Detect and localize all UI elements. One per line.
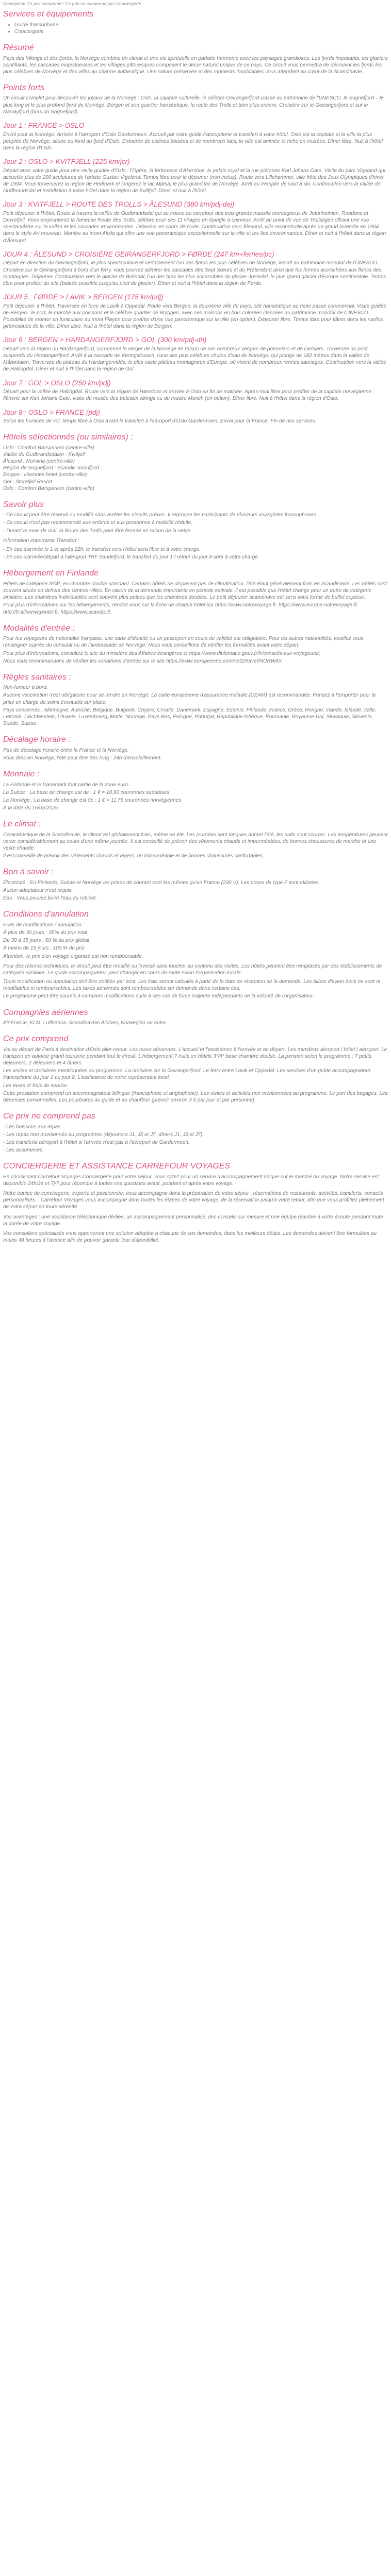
page-content <box>0 0 391 1244</box>
service-item: • Conciergerie <box>14 28 388 35</box>
cancellation-line: Attention, le prix d'un voyage organisé est non remboursable. <box>3 953 143 959</box>
price-excludes-line: - Les assurances. <box>3 1147 44 1154</box>
timezone-text: Pas de décalage horaire entre la France et la Norvège. <box>3 747 129 753</box>
cancellation-text-2: Toute modification ou annulation doit être notifiée par écrit. Les frais seront calculés à partir de la date de réception de la demande. Les billets d'avion émis ne sont ni modifiables ni remboursables. Les taxes aériennes sont remboursables sur demande dans certains cas. <box>3 979 380 992</box>
price-includes-text-3: Les taxes et frais de service. <box>3 1082 69 1089</box>
entry-conditions-text-2: Pour plus d'informations, consultez le site du ministère des Affaires étrangères et https://www.diplomatie.gouv.fr/fr/conseils-aux-voyageurs/. <box>3 650 320 656</box>
climate-title: Le climat : <box>3 820 41 829</box>
hotel-line: Gol : Storefjell Resort <box>3 479 53 485</box>
currency-line: La Norvège : La base de change est de : 1 € = 11,76 couronnes norvégiennes <box>3 797 182 803</box>
cancellation-title: Conditions d'annulation <box>3 910 89 919</box>
info-title: Information importante Transfert : <box>3 537 79 544</box>
timezone-title: Décalage horaire : <box>3 735 71 744</box>
day-4-text: Départ en direction du Geirangerfjord, le plus spectaculaire et certainement l'un des fjords les plus célèbres de Norvège, inscrit au patrimoine mondial de l'UNESCO. Croisière sur le Geirangerfjord à bord d'un ferry, vous pourrez admirer les cascades des Sept Sœurs et du Prétendant ainsi que les fermes accrochées aux flancs des montagnes. Déjeuner. Continuation vers le glacier de Briksdal, l'un des bras les plus accessibles du glacier Jostedal, le plus grand glacier d'Europe continentale. Temps libre pour profiter du site (balade possible jusqu'au pied du glacier). Dîner et nuit à l'hôtel dans la région de Førde. <box>3 260 386 286</box>
health-rules-text-3: Pays concernés : Allemagne, Autriche, Belgique, Bulgarie, Chypre, Croatie, Danemark, Espagne, Estonie, Finlande, France, Grèce, Hongrie, Irlande, Islande, Italie, Lettonie, Liechtenstein, Lituanie, Luxembourg, Malte, Norvège, Pays-Bas, Pologne, Portugal, République tchèque, Roumanie, Royaume-Uni, Slovaquie, Slovénie, Suède, Suisse. <box>3 707 377 727</box>
day-3-text: Petit déjeuner à l'hôtel. Route à travers la vallée de Gudbrandsdal qui se trouve au carrefour des trois grands massifs montagneux de Jotunheimen, Rondane et Dovrefjell. Vous emprunterez la fameuse Route des Trolls, célèbre pour ses 11 virages en épingle à cheveux. Arrêt au point de vue de Trollstigen offrant une vue spectaculaire sur la vallée et les cascades environnantes. Déjeuner en cours de route. Continuation vers Ålesund, ville reconstruite après un grand incendie en 1904 dans le style Art nouveau. Montée au mont Aksla qui offre une vue panoramique exceptionnelle sur la ville et les îles environnantes. Dîner et nuit à l'hôtel dans la région d'Ålesund. <box>3 210 386 244</box>
cancellation-line: Frais de modifications / annulation : <box>3 922 85 928</box>
day-2-title: Jour 2 : OSLO > KVITFJELL (225 km/jcr) <box>3 158 130 166</box>
lodging-text: Hôtels de catégorie 3*/4*, en chambre double standard. Certains hôtels ne disposent pas de climatisation, l'été étant généralement frais en Scandinavie. Les hôtels sont souvent situés en dehors des centres-villes. En raison de la demande importante en période estivale, il est possible que l'hôtel change pour un autre de catégorie similaire. Les chambres individuelles sont souvent plus petites que les chambres doubles. Le petit déjeuner scandinave est servi sous forme de buffet copieux. <box>3 581 387 601</box>
health-rules-text-2: Aucune vaccination n'est obligatoire pour se rendre en Norvège. La carte européenne d'assurance maladie (CEAM) est recommandée. Pensez à l'emporter pour la prise en charge de soins éventuels sur place. <box>3 692 376 705</box>
cancellation-text: Pour des raisons techniques, le circuit peut être modifié ou inversé sans toucher au contenu des visites. Les hôtels peuvent être remplacés par des établissements de catégorie similaire. Le guide accompagnateur peut changer en cours de route selon l'organisation locale. <box>3 963 382 976</box>
currency-line: À la date du 16/05/2025 <box>3 805 58 811</box>
price-excludes-line: - Les transferts aéroport à l'hôtel si l'arrivée n'est pas à l'aéroport de Gardermoen. <box>3 1139 190 1145</box>
price-excludes-title: Ce prix ne comprend pas <box>3 1112 95 1121</box>
highlights-text: Un circuit complet pour découvrir les joyaux de la Norvège : Oslo, la capitale culturelle, le célèbre Geirangerfjord classé au patrimoine de l'UNESCO, le Sognefjord – le plus long et le plus profond fjord de Norvège, Bergen et son quartier hanséatique, la route des Trolls et bien plus encore. Croisière sur le Geirangerfjord et sur le Nærøyfjord (bras du Sognefjord). <box>3 95 384 115</box>
service-item: • Guide francophone <box>14 22 388 28</box>
services-list <box>3 22 388 35</box>
day-8-title: Jour 8 : OSLO > FRANCE (pdj) <box>3 408 100 416</box>
airlines-text: Air France, KLM, Lufthansa, Scandinavian Airlines, Norwegian ou autre. <box>3 1020 168 1026</box>
good-to-know-text-2: Aucun adaptateur n'est requis. <box>3 888 73 894</box>
know-line: - Ce circuit n'est pas recommandé aux enfants et aux personnes à mobilité réduite. <box>3 520 193 526</box>
summary-title: Résumé <box>3 43 34 53</box>
cancellation-line: À plus de 30 jours : 35% du prix total <box>3 929 87 936</box>
hotel-line: Oslo : Comfort Børsparken (centre-ville) <box>3 445 94 451</box>
lodging-title: Hébergement en Finlande <box>3 569 99 578</box>
day-5-text: Petit déjeuner à l'hôtel. Traversée en ferry de Lavik à Oppedal. Route vers Bergen, la deuxième ville du pays, cité hanséatique au riche passé commercial. Visite guidée de Bergen : le port, le marché aux poissons et le célèbre quartier de Bryggen, avec ses maisons en bois colorées classées au patrimoine mondial de l'UNESCO. Possibilité de monter en funiculaire au mont Fløyen pour profiter d'une vue panoramique sur la ville (en option). Déjeuner libre. Temps libre pour flâner dans les ruelles pittoresques de la ville. Dîner libre. Nuit à l'hôtel dans la région de Bergen. <box>3 303 387 330</box>
day-8-text: Selon les horaires de vol, temps libre à Oslo avant le transfert à l'aéroport d'Oslo Gardermoen. Envol pour la France. Fin de nos services. <box>3 418 317 425</box>
hotel-line: Ålesund : Norrøna (centre-ville) <box>3 458 75 464</box>
day-2-text: Départ avec votre guide pour une visite guidée d'Oslo : l'Opéra, la forteresse d'Akershus, le palais royal et la rue piétonne Karl Johans Gate. Visite du parc Vigeland qui accueille plus de 200 sculptures de l'artiste Gustav Vigeland. Temps libre pour le déjeuner (non inclus). Route vers Lillehammer, ville hôte des Jeux Olympiques d'hiver de 1994. Vous traverserez la région de Hedmark et longerez le lac Mjøsa, le plus grand lac de Norvège. Arrêt au tremplin de saut à ski. Continuation vers la vallée de Gudbrandsdal et installation à votre hôtel dans la région de Kvitfjell. Dîner et nuit à l'hôtel. <box>3 167 385 194</box>
day-6-text: Départ vers la région du Hardangerfjord, surnommé le verger de la Norvège en raison de ses nombreux vergers de pommiers et de cerisiers. Traversée du pont suspendu du Hardangerfjord. Arrêt à la cascade de Vøringsfossen, l'une des plus célèbres chutes d'eau de Norvège, qui plonge de 182 mètres dans la vallée de Måbødalen. Traversée du plateau du Hardangervidda, le plus vaste plateau montagneux d'Europe, où vivent de nombreux rennes sauvages. Continuation vers la vallée de Hallingdal. Dîner et nuit à l'hôtel dans la région de Gol. <box>3 346 386 372</box>
cancellation-text-3: Le programme peut être soumis à certaines modifications suite à des cas de force majeure indépendants de la volonté de l'organisateur. <box>3 993 314 999</box>
health-rules-title: Règles sanitaires : <box>3 672 71 682</box>
concierge-text: En choisissant Carrefour Voyages Conciergerie pour votre séjour, vous optez pour un service d'accompagnement unique sur le marché du voyage. Notre service est disponible 24h/24 et 7j/7 pour répondre à toutes vos questions avant, pendant et après votre voyage. <box>3 1174 379 1187</box>
currency-line: La Finlande et le Danemark font partie de la zone euro. <box>3 782 129 788</box>
entry-conditions-text: Pour les voyageurs de nationalité française, une carte d'identité ou un passeport en cours de validité est obligatoire. Pour les autres nationalités, veuillez vous renseigner auprès du consulat ou de l'ambassade de Norvège. Nous vous conseillons de vérifier les formalités avant votre départ. <box>3 636 364 649</box>
concierge-text-3: Vos avantages : une assistance téléphonique dédiée, un accompagnement personnalisé, des conseils sur mesure et une équipe réactive à votre écoute pendant toute la durée de votre voyage. <box>3 1214 383 1227</box>
page-description: Description Ce prix comprend / Ce prix ne comprend pas Conciergerie <box>3 1 141 6</box>
currency-line: La Suède : La base de change est de : 1 € = 10,90 couronnes suédoises <box>3 789 170 795</box>
services-title: Services et équipements <box>3 10 94 19</box>
concierge-text-4: Vos conseillers spécialisés vous apporteront une solution adaptée à chacune de vos demandes, dans les meilleurs délais. Les demandes doivent être formulées au moins 48 heures à l'avance afin de pouvoir garantir leur disponibilité. <box>3 1230 377 1244</box>
day-7-text: Départ pour la vallée de Hallingdal. Route vers la région de Hønefoss et arrivée à Oslo en fin de matinée. Après-midi libre pour profiter de la capitale norvégienne : flânerie sur Karl Johans Gate, visite du musée des bateaux vikings ou du musée Munch (en option). Dîner libre. Nuit à l'hôtel dans la région d'Oslo. <box>3 389 374 402</box>
info-line: - En cas d'arrivée/départ à l'aéroport TRF Sandefjord, le transfert du jour 1 / retour du jour 8 sera à votre charge. <box>3 554 259 561</box>
hotel-line: Oslo : Comfort Børsparken (centre-ville) <box>3 485 94 492</box>
price-includes-text-4: Cette prestation comprend un accompagnateur bilingue (francophone et anglophone). Les visites et activités non mentionnées au programme. Le port des bagages. Les dépenses personnelles. Les pourboires au guide et au chauffeur (prévoir environ 3 € par jour et par personne). <box>3 1090 388 1103</box>
health-rules-text: Non-fumeur à bord. <box>3 685 48 691</box>
know-title: Savoir plus <box>3 500 44 509</box>
hotels-title: Hôtels sélectionnés (ou similaires) : <box>3 433 133 442</box>
price-includes-text-2: Les visites et croisières mentionnées au programme. La croisière sur le Geirangerfjord. Le ferry entre Lavik et Oppedal. Les services d'un guide accompagnateur francophone du jour 1 au jour 8. L'assistance de notre représentant local. <box>3 1068 371 1081</box>
climate-text-2: Il est conseillé de prévoir des vêtements chauds et légers, un imperméable et de bonnes chaussures confortables. <box>3 853 264 859</box>
concierge-text-2: Notre équipe de conciergerie, experte et passionnée, vous accompagne dans la préparation de votre séjour : réservations de restaurants, activités, transferts, conseils personnalisés... Carrefour Voyages vous accompagne dans toutes les étapes de votre voyage, de la réservation jusqu'à votre retour, afin que vous profitiez pleinement de votre séjour en toute sérénité. <box>3 1191 384 1210</box>
summary-text: Pays des Vikings et des fjords, la Norvège combine un climat et une vie spirituelle en parfaite harmonie avec les paysages grandioses. Les fjords imposants, les glaciers scintillants, les cascades majestueuses et les villages pittoresques composent le décor naturel unique de ce pays. Ce circuit vous permettra de découvrir les fjords les plus célèbres de Norvège et des villes au charme authentique. Une nature préservée et des moments inoubliables vous attendent au cœur de la Scandinavie. <box>3 55 388 75</box>
day-7-title: Jour 7 : GOL > OSLO (250 km/pdj) <box>3 379 111 387</box>
hotel-line: Région de Sognefjord : Scandic Sunnfjord <box>3 465 100 471</box>
entry-conditions-title: Modalités d'entrée : <box>3 623 75 633</box>
info-line: - En cas d'arrivée le 1 er après 22h, le transfert vers l'hôtel sera libre et à votre charge. <box>3 547 201 553</box>
day-5-title: JOUR 5 : FØRDE > LAVIK > BERGEN (175 km/pdj) <box>3 293 164 301</box>
cancellation-line: De 30 à 15 jours : 60 % du prix global <box>3 938 89 944</box>
price-includes-text: Vol au départ de Paris à destination d'Oslo aller-retour. Les taxes aériennes. L'accueil et l'assistance à l'arrivée et au départ. Les transferts aéroport / hôtel / aéroport. Le transport en autocar grand tourisme pendant tout le circuit. L'hébergement 7 nuits en hôtels 3*/4* base chambre double. La pension selon le programme : 7 petits déjeuners, 2 déjeuners et 4 dîners. <box>3 1046 387 1066</box>
day-4-title: JOUR 4 : ÅLESUND > CROISIÈRE GEIRANGERFJORD > FØRDE (247 km+ferries/pc) <box>3 250 274 258</box>
know-line: - Durant le mois de mai, la Route des Trolls peut être fermée en raison de la neige. <box>3 528 192 534</box>
highlights-title: Points forts <box>3 83 45 93</box>
price-excludes-line: - Les repas non mentionnés au programme (déjeuners J1, J5 et J7, dîners J1, J5 et J7). <box>3 1131 204 1138</box>
lodging-text-2: Pour plus d'informations sur les hébergements, rendez-vous sur la fiche de chaque hôtel sur https://www.notrevoyage.fr. https://www.europe-notrevoyage.fr. http://fr.allnorwayhotel.fr. https://www.scandic.fr. <box>3 602 359 615</box>
day-1-text: Envol pour la Norvège. Arrivée à l'aéroport d'Oslo Gardermoen. Accueil par votre guide francophone et transfert à votre hôtel. Oslo est la capitale et la ville la plus peuplée de Norvège, située au fond du fjord d'Oslo. Entourée de collines boisées et de nombreux lacs, la ville est animée et riche en musées. Dîner libre. Nuit à l'hôtel dans la région d'Oslo. <box>3 131 383 151</box>
airlines-title: Compagnies aériennes <box>3 1008 88 1017</box>
concierge-title: CONCIERGERIE ET ASSISTANCE CARREFOUR VOYAGES <box>3 1162 231 1171</box>
hotel-line: Vallée du Gudbrandsdalen : Kvitfjell <box>3 451 85 457</box>
good-to-know-text-3: Eau : Vous pouvez boire l'eau du robinet. <box>3 895 97 902</box>
price-includes-title: Ce prix comprend <box>3 1035 69 1044</box>
day-3-title: Jour 3 : KVITFJELL > ROUTE DES TROLLS > ÅLESUND (380 km/pdj-dej) <box>3 200 235 209</box>
good-to-know-text: Électricité : En Finlande, Suède et Norvège les prises de courant sont les mêmes qu'en France (230 V). Les prises de type F sont utilisées. <box>3 879 320 886</box>
entry-conditions-text-3: Nous vous recommandons de vérifier les conditions d'entrée sur le site https://www.europeenne.com/vet2/travel/NORWAY. <box>3 658 283 664</box>
climate-text: Caractéristique de la Scandinavie, le climat est globalement frais, même en été. Les journées sont longues durant l'été, les nuits sont courtes. Les températures peuvent varier considérablement au cours d'une même journée. Il est conseillé de prévoir des vêtements chauds et imperméables, de bonnes chaussures de marche et une veste chaude. <box>3 832 388 852</box>
good-to-know-title: Bon à savoir : <box>3 868 54 877</box>
currency-title: Monnaie : <box>3 770 40 779</box>
price-excludes-line: - Les boissons aux repas. <box>3 1124 62 1130</box>
timezone-text-2: Vous êtes en Norvège, l'été peut être très long : 24h d'ensoleillement. <box>3 755 162 761</box>
hotel-line: Bergen : Havnnes hotel (centre-ville) <box>3 472 87 478</box>
hotels-list <box>3 445 388 492</box>
day-6-title: Jour 6 : BERGEN > HARDANGERFJORD > GOL (300 km/pdj-dn) <box>3 336 207 344</box>
cancellation-line: À moins de 15 jours : 100 % du prix <box>3 945 85 952</box>
know-line: - Ce circuit peut être réservé ou modifié sans arrêter les circuits prévus. Il regroupe les participants de plusieurs voyagistes francophones. <box>3 512 318 518</box>
day-1-title: Jour 1 : FRANCE > OSLO <box>3 122 85 130</box>
